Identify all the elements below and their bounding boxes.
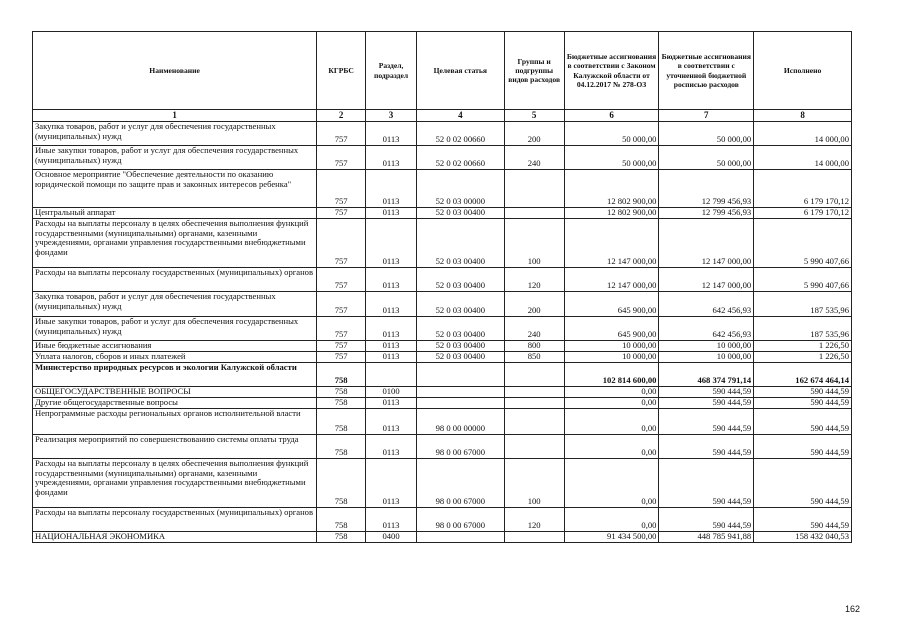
- cell-kgrbs: 758: [317, 508, 366, 532]
- cell-law: 50 000,00: [564, 122, 659, 146]
- cell-razdel: 0113: [366, 459, 417, 508]
- cell-kgrbs: 757: [317, 170, 366, 208]
- cell-tsel: [417, 532, 505, 543]
- cell-isp: 14 000,00: [754, 122, 852, 146]
- cell-razdel: 0113: [366, 268, 417, 292]
- header-tsel: Целевая статья: [417, 32, 505, 110]
- cell-razdel: 0113: [366, 317, 417, 341]
- cell-tsel: 52 0 03 00400: [417, 292, 505, 317]
- cell-isp: 590 444,59: [754, 508, 852, 532]
- cell-razdel: 0113: [366, 341, 417, 352]
- cell-name: Закупка товаров, работ и услуг для обеспечения государственных (муниципальных) нужд: [33, 122, 317, 146]
- cell-razdel: 0113: [366, 352, 417, 363]
- cell-utoch: 590 444,59: [659, 387, 754, 398]
- cell-kgrbs: 757: [317, 341, 366, 352]
- header-row: [33, 32, 852, 110]
- cell-utoch: 448 785 941,88: [659, 532, 754, 543]
- cell-name: Расходы на выплаты персоналу в целях обеспечения выполнения функций государственными (муниципальными) органами, казенными учреждениями, органами управления государственными внебюджетными фондами: [33, 459, 317, 508]
- cell-utoch: 642 456,93: [659, 292, 754, 317]
- cell-utoch: 590 444,59: [659, 435, 754, 459]
- cell-tsel: 52 0 03 00400: [417, 208, 505, 219]
- cell-isp: 162 674 464,14: [754, 363, 852, 387]
- cell-vid: 200: [504, 292, 564, 317]
- cell-name: Иные бюджетные ассигнования: [33, 341, 317, 352]
- cell-name: Основное мероприятие "Обеспечение деятельности по оказанию юридической помощи по защите прав и законных интересов ребенка": [33, 170, 317, 208]
- cell-name: Расходы на выплаты персоналу в целях обеспечения выполнения функций государственными (муниципальными) органами, казенными учреждениями, органами управления государственными внебюджетными фондами: [33, 219, 317, 268]
- table-row: [33, 146, 852, 170]
- cell-utoch: 468 374 791,14: [659, 363, 754, 387]
- cell-law: 10 000,00: [564, 352, 659, 363]
- cell-isp: 590 444,59: [754, 409, 852, 435]
- cell-isp: 5 990 407,66: [754, 219, 852, 268]
- cell-razdel: 0113: [366, 409, 417, 435]
- cell-isp: 590 444,59: [754, 398, 852, 409]
- table-row: [33, 352, 852, 363]
- cell-name: Закупка товаров, работ и услуг для обеспечения государственных (муниципальных) нужд: [33, 292, 317, 317]
- cell-law: 12 802 900,00: [564, 170, 659, 208]
- cell-name: Иные закупки товаров, работ и услуг для обеспечения государственных (муниципальных) нужд: [33, 317, 317, 341]
- cell-kgrbs: 758: [317, 409, 366, 435]
- cell-vid: [504, 208, 564, 219]
- cell-tsel: 98 0 00 67000: [417, 508, 505, 532]
- header-utoch: Бюджетные ассигнования в соответствии с уточненной бюджетной росписью расходов: [659, 32, 754, 110]
- table-row: [33, 268, 852, 292]
- cell-utoch: 50 000,00: [659, 146, 754, 170]
- cell-name: Непрограммные расходы региональных органов исполнительной власти: [33, 409, 317, 435]
- cell-name: ОБЩЕГОСУДАРСТВЕННЫЕ ВОПРОСЫ: [33, 387, 317, 398]
- cell-law: 0,00: [564, 409, 659, 435]
- header-name: Наименование: [33, 32, 317, 110]
- cell-vid: 120: [504, 268, 564, 292]
- cell-razdel: 0400: [366, 532, 417, 543]
- column-number: 3: [366, 110, 417, 122]
- cell-razdel: 0100: [366, 387, 417, 398]
- cell-utoch: 590 444,59: [659, 459, 754, 508]
- cell-kgrbs: 757: [317, 219, 366, 268]
- table-row: [33, 208, 852, 219]
- cell-name: Расходы на выплаты персоналу государственных (муниципальных) органов: [33, 268, 317, 292]
- cell-law: 0,00: [564, 387, 659, 398]
- column-number: 2: [317, 110, 366, 122]
- cell-kgrbs: 757: [317, 122, 366, 146]
- cell-name: Министерство природных ресурсов и экологии Калужской области: [33, 363, 317, 387]
- cell-law: 0,00: [564, 508, 659, 532]
- cell-utoch: 12 147 000,00: [659, 268, 754, 292]
- cell-law: 12 802 900,00: [564, 208, 659, 219]
- column-number: 5: [504, 110, 564, 122]
- cell-name: Иные закупки товаров, работ и услуг для обеспечения государственных (муниципальных) нужд: [33, 146, 317, 170]
- cell-law: 50 000,00: [564, 146, 659, 170]
- cell-kgrbs: 757: [317, 268, 366, 292]
- cell-tsel: 52 0 03 00400: [417, 219, 505, 268]
- cell-tsel: 52 0 03 00400: [417, 341, 505, 352]
- cell-law: 91 434 500,00: [564, 532, 659, 543]
- budget-table-sheet: [32, 31, 852, 543]
- cell-utoch: 590 444,59: [659, 409, 754, 435]
- cell-kgrbs: 758: [317, 435, 366, 459]
- cell-vid: [504, 532, 564, 543]
- cell-isp: 187 535,96: [754, 292, 852, 317]
- cell-tsel: [417, 398, 505, 409]
- cell-utoch: 10 000,00: [659, 341, 754, 352]
- cell-isp: 6 179 170,12: [754, 170, 852, 208]
- cell-kgrbs: 757: [317, 208, 366, 219]
- cell-vid: 850: [504, 352, 564, 363]
- header-razdel: Раздел, подраздел: [366, 32, 417, 110]
- cell-isp: 590 444,59: [754, 387, 852, 398]
- cell-razdel: 0113: [366, 398, 417, 409]
- cell-isp: 14 000,00: [754, 146, 852, 170]
- cell-tsel: 52 0 03 00400: [417, 352, 505, 363]
- cell-name: Реализация мероприятий по совершенствованию системы оплаты труда: [33, 435, 317, 459]
- cell-kgrbs: 757: [317, 317, 366, 341]
- table-row: [33, 508, 852, 532]
- cell-tsel: [417, 363, 505, 387]
- cell-vid: 100: [504, 219, 564, 268]
- cell-isp: 6 179 170,12: [754, 208, 852, 219]
- cell-kgrbs: 757: [317, 352, 366, 363]
- cell-isp: 158 432 040,53: [754, 532, 852, 543]
- cell-kgrbs: 758: [317, 532, 366, 543]
- cell-isp: 590 444,59: [754, 435, 852, 459]
- cell-vid: 100: [504, 459, 564, 508]
- cell-vid: [504, 170, 564, 208]
- table-row: [33, 219, 852, 268]
- cell-tsel: 52 0 03 00400: [417, 317, 505, 341]
- table-row: [33, 292, 852, 317]
- cell-razdel: 0113: [366, 508, 417, 532]
- cell-vid: 800: [504, 341, 564, 352]
- cell-law: 0,00: [564, 459, 659, 508]
- cell-razdel: 0113: [366, 292, 417, 317]
- page-number: 162: [844, 604, 860, 614]
- cell-utoch: 642 456,93: [659, 317, 754, 341]
- cell-utoch: 12 799 456,93: [659, 170, 754, 208]
- cell-vid: [504, 387, 564, 398]
- cell-vid: 200: [504, 122, 564, 146]
- cell-utoch: 12 147 000,00: [659, 219, 754, 268]
- cell-name: НАЦИОНАЛЬНАЯ ЭКОНОМИКА: [33, 532, 317, 543]
- cell-utoch: 10 000,00: [659, 352, 754, 363]
- table-row: [33, 317, 852, 341]
- cell-tsel: 98 0 00 00000: [417, 409, 505, 435]
- cell-tsel: 52 0 03 00000: [417, 170, 505, 208]
- cell-law: 10 000,00: [564, 341, 659, 352]
- cell-kgrbs: 758: [317, 387, 366, 398]
- cell-razdel: [366, 363, 417, 387]
- table-row: [33, 398, 852, 409]
- cell-vid: 240: [504, 146, 564, 170]
- cell-isp: 187 535,96: [754, 317, 852, 341]
- cell-isp: 5 990 407,66: [754, 268, 852, 292]
- table-row: [33, 409, 852, 435]
- column-number: 4: [417, 110, 505, 122]
- header-law: Бюджетные ассигнования в соответствии с Законом Калужской области от 04.12.2017 № 278-ОЗ: [564, 32, 659, 110]
- column-number: 8: [754, 110, 852, 122]
- cell-tsel: [417, 387, 505, 398]
- column-number: 6: [564, 110, 659, 122]
- cell-law: 645 900,00: [564, 292, 659, 317]
- cell-law: 102 814 600,00: [564, 363, 659, 387]
- cell-kgrbs: 758: [317, 398, 366, 409]
- header-vid: Группы и подгруппы видов расходов: [504, 32, 564, 110]
- cell-law: 645 900,00: [564, 317, 659, 341]
- cell-kgrbs: 758: [317, 459, 366, 508]
- cell-name: Уплата налогов, сборов и иных платежей: [33, 352, 317, 363]
- table-row: [33, 122, 852, 146]
- cell-utoch: 12 799 456,93: [659, 208, 754, 219]
- column-number: 1: [33, 110, 317, 122]
- cell-law: 12 147 000,00: [564, 219, 659, 268]
- cell-vid: 240: [504, 317, 564, 341]
- cell-isp: 1 226,50: [754, 341, 852, 352]
- table-row: [33, 341, 852, 352]
- cell-tsel: 98 0 00 67000: [417, 435, 505, 459]
- cell-isp: 1 226,50: [754, 352, 852, 363]
- header-kgrbs: КГРБС: [317, 32, 366, 110]
- cell-name: Расходы на выплаты персоналу государственных (муниципальных) органов: [33, 508, 317, 532]
- cell-razdel: 0113: [366, 170, 417, 208]
- cell-vid: [504, 363, 564, 387]
- column-number: 7: [659, 110, 754, 122]
- cell-kgrbs: 757: [317, 146, 366, 170]
- cell-utoch: 590 444,59: [659, 398, 754, 409]
- column-number-row: [33, 110, 852, 122]
- cell-kgrbs: 758: [317, 363, 366, 387]
- cell-razdel: 0113: [366, 435, 417, 459]
- cell-kgrbs: 757: [317, 292, 366, 317]
- header-isp: Исполнено: [754, 32, 852, 110]
- cell-razdel: 0113: [366, 208, 417, 219]
- cell-name: Другие общегосударственные вопросы: [33, 398, 317, 409]
- cell-tsel: 52 0 02 00660: [417, 122, 505, 146]
- cell-vid: [504, 435, 564, 459]
- table-row: [33, 170, 852, 208]
- table-row: [33, 459, 852, 508]
- cell-utoch: 50 000,00: [659, 122, 754, 146]
- cell-tsel: 52 0 03 00400: [417, 268, 505, 292]
- table-row: [33, 435, 852, 459]
- cell-law: 0,00: [564, 398, 659, 409]
- cell-law: 12 147 000,00: [564, 268, 659, 292]
- table-row: [33, 532, 852, 543]
- cell-name: Центральный аппарат: [33, 208, 317, 219]
- table-body: [33, 122, 852, 543]
- cell-tsel: 98 0 00 67000: [417, 459, 505, 508]
- budget-table: [32, 31, 852, 543]
- cell-isp: 590 444,59: [754, 459, 852, 508]
- cell-razdel: 0113: [366, 219, 417, 268]
- cell-tsel: 52 0 02 00660: [417, 146, 505, 170]
- cell-vid: [504, 398, 564, 409]
- table-row: [33, 363, 852, 387]
- cell-razdel: 0113: [366, 122, 417, 146]
- table-row: [33, 387, 852, 398]
- cell-razdel: 0113: [366, 146, 417, 170]
- cell-law: 0,00: [564, 435, 659, 459]
- cell-vid: [504, 409, 564, 435]
- cell-utoch: 590 444,59: [659, 508, 754, 532]
- cell-vid: 120: [504, 508, 564, 532]
